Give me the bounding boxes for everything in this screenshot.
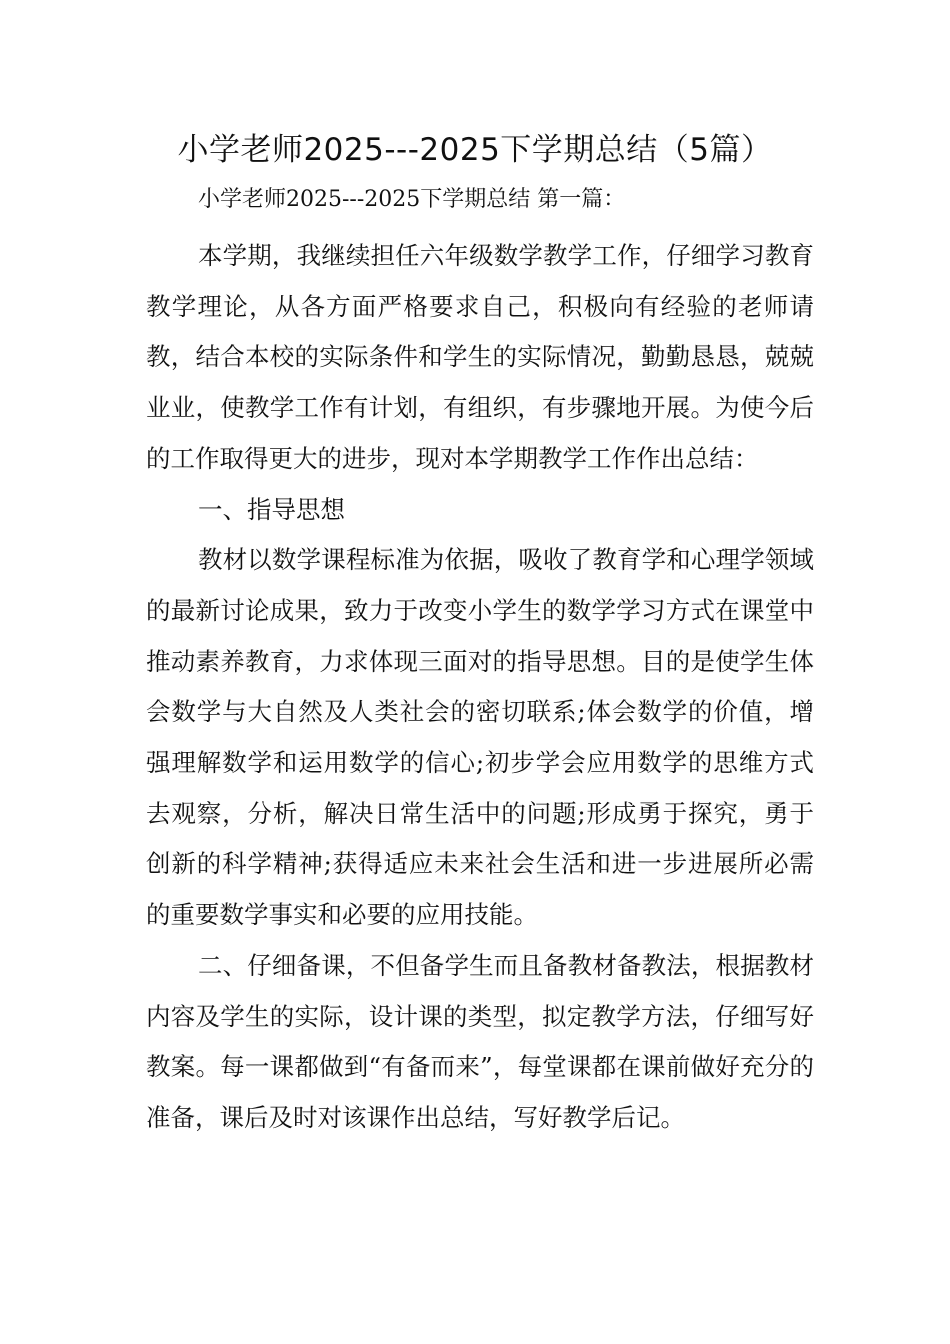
- section-heading-guiding-ideology: 一、指导思想: [198, 494, 345, 524]
- paragraph-guiding-ideology: 教材以数学课程标准为依据，吸收了教育学和心理学领域的最新讨论成果，致力于改变小学生的数学学习方式在课堂中推动素养教育，力求体现三面对的指导思想。目的是使学生体会数学与大自然及人类社会的密切联系;体会数学的价值，增强理解数学和运用数学的信心;初步学会应用数学的思维方式去观察，分析，解决日常生活中的问题;形成勇于探究，勇于创新的科学精神;获得适应未来社会生活和进一步进展所必需的重要数学事实和必要的应用技能。: [146, 545, 814, 930]
- document-subtitle: 小学老师2025---2025下学期总结 第一篇：: [198, 187, 626, 212]
- document-title: 小学老师2025---2025下学期总结（5篇）: [177, 132, 773, 168]
- paragraph-lesson-preparation: 二、仔细备课，不但备学生而且备教材备教法，根据教材内容及学生的实际，设计课的类型，拟定教学方法，仔细写好教案。每一课都做到“有备而来”，每堂课都在课前做好充分的准备，课后及时对该课作出总结，写好教学后记。: [146, 950, 814, 1132]
- document-body: [146, 231, 814, 1144]
- paragraph-intro: 本学期，我继续担任六年级数学教学工作，仔细学习教育教学理论，从各方面严格要求自己，积极向有经验的老师请教，结合本校的实际条件和学生的实际情况，勤勤恳恳，兢兢业业，使教学工作有计划，有组织，有步骤地开展。为使今后的工作取得更大的进步，现对本学期教学工作作出总结：: [146, 241, 814, 473]
